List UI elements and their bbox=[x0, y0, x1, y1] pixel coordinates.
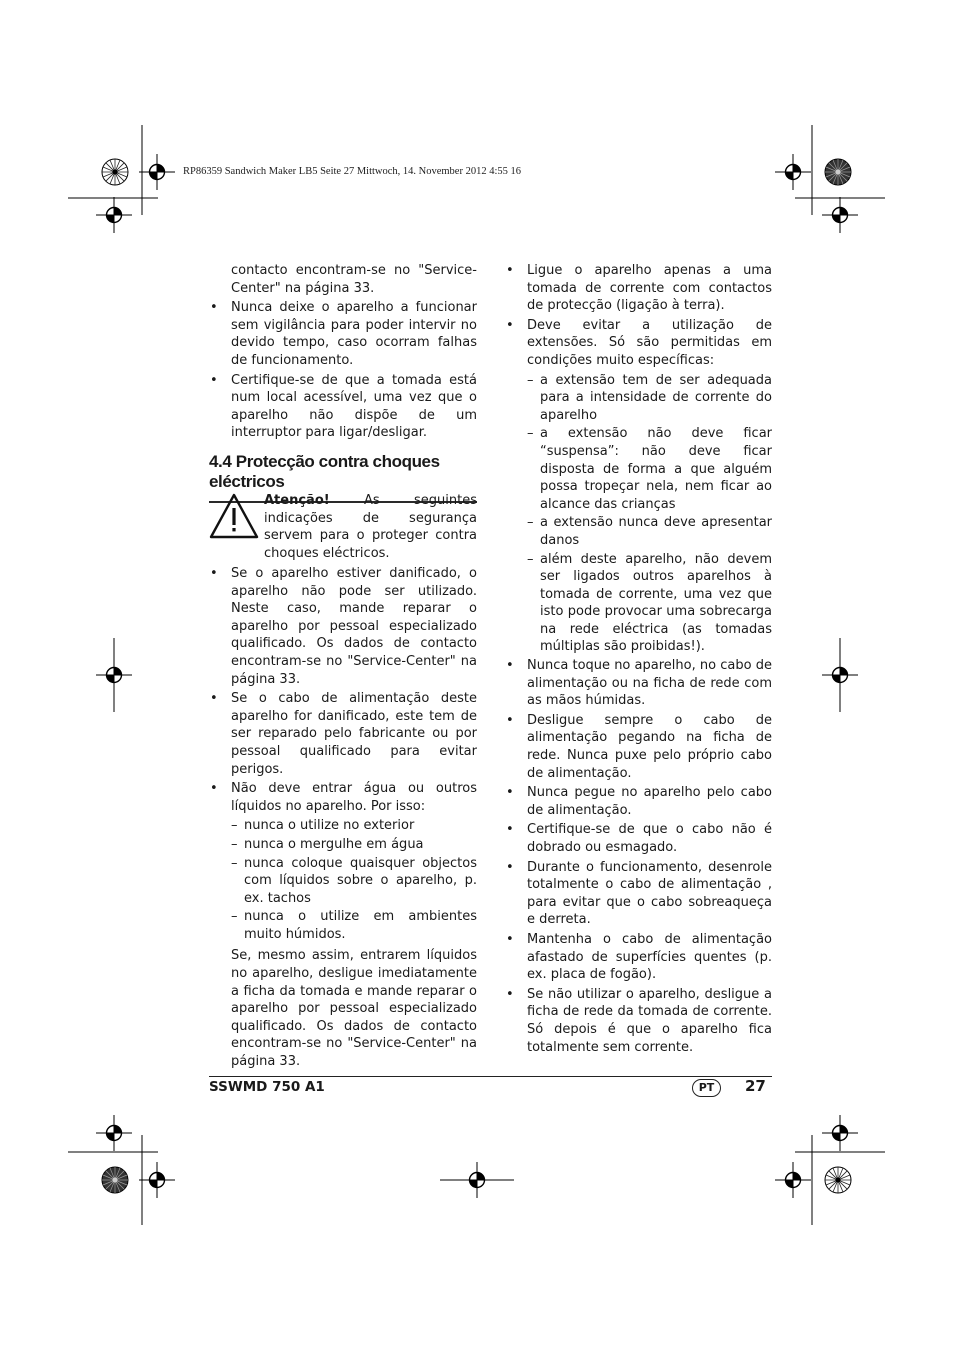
language-badge: PT bbox=[692, 1079, 721, 1097]
closing-paragraph: Se, mesmo assim, entrarem líquidos no aparelho, desligue imediatamente a ficha da tomada e mande reparar o aparelho por pessoal especializado qualificado. Os dados de contacto encontram-se no "Service-Center" na página 33. bbox=[231, 948, 477, 1070]
warning-label: Atenção! bbox=[264, 493, 330, 508]
list-item: • Nunca toque no aparelho, no cabo de alimentação ou na ficha de rede com as mãos húmidas. bbox=[505, 657, 772, 710]
dash-item: – nunca o mergulhe em água bbox=[231, 836, 477, 854]
list-item: • Nunca deixe o aparelho a funcionar sem vigilância para poder intervir no devido tempo, caso ocorram falhas de funcionamento. bbox=[209, 299, 477, 369]
warning-text bbox=[264, 492, 477, 562]
list-item: • Se o aparelho estiver danificado, o aparelho não pode ser utilizado. Neste caso, mande reparar o aparelho por pessoal especializado qualificado. Os dados de contacto encontram-se no "Service-Center" na página 33. bbox=[209, 565, 477, 688]
right-column bbox=[505, 262, 772, 1058]
left-column-bottom bbox=[209, 565, 477, 1071]
dash-item: – a extensão nunca deve apresentar danos bbox=[527, 514, 772, 549]
list-item: • Se o cabo de alimentação deste aparelho for danificado, este tem de ser reparado pelo fabricante ou por pessoal qualificado para evitar perigos. bbox=[209, 690, 477, 778]
intro-continuation: contacto encontram-se no "Service-Center" na página 33. bbox=[231, 263, 477, 296]
warning-body: As seguintes indicações de segurança servem para o proteger contra choques eléctricos. bbox=[264, 493, 477, 561]
list-item: • Deve evitar a utilização de extensões. Só são permitidas em condições muito específicas: bbox=[505, 317, 772, 370]
list-item: • Durante o funcionamento, desenrole totalmente o cabo de alimentação , para evitar que o cabo sobreaqueça e derreta. bbox=[505, 859, 772, 929]
list-item: • Desligue sempre o cabo de alimentação pegando na ficha de rede. Nunca puxe pelo próprio cabo de alimentação. bbox=[505, 712, 772, 782]
dash-item: – nunca o utilize em ambientes muito húmidos. bbox=[231, 908, 477, 943]
dash-item: – além deste aparelho, não devem ser ligados outros aparelhos à tomada de corrente, uma vez que isto pode provocar uma sobrecarga na rede eléctrica (as tomadas múltiplas são proibidas!). bbox=[527, 551, 772, 657]
list-item: • Se não utilizar o aparelho, desligue a ficha de rede da tomada de corrente. Só depois é que o aparelho fica totalmente sem corrente. bbox=[505, 986, 772, 1056]
left-column-top bbox=[209, 262, 477, 444]
footer-model: SSWMD 750 A1 bbox=[209, 1079, 325, 1095]
dash-item: – a extensão tem de ser adequada para a intensidade de corrente do aparelho bbox=[527, 372, 772, 425]
list-item: • Ligue o aparelho apenas a uma tomada de corrente com contactos de protecção (ligação à terra). bbox=[505, 262, 772, 315]
section-title: 4.4 Protecção contra choques eléctricos bbox=[209, 452, 477, 503]
warning-triangle-icon bbox=[209, 492, 259, 542]
dash-list bbox=[505, 372, 772, 657]
print-header: RP86359 Sandwich Maker LB5 Seite 27 Mittwoch, 14. November 2012 4:55 16 bbox=[183, 166, 522, 177]
list-item: • Mantenha o cabo de alimentação afastado de superfícies quentes (p. ex. placa de fogão). bbox=[505, 931, 772, 984]
dash-item: – a extensão não deve ficar “suspensa”: não deve ficar disposta de forma a que alguém possa tropeçar nela, nem ficar ao alcance das crianças bbox=[527, 425, 772, 513]
list-item: • Nunca pegue no aparelho pelo cabo de alimentação. bbox=[505, 784, 772, 819]
list-item: • Não deve entrar água ou outros líquidos no aparelho. Por isso: bbox=[209, 780, 477, 815]
dash-item: – nunca coloque quaisquer objectos com líquidos sobre o aparelho, p. ex. tachos bbox=[231, 855, 477, 908]
list-item: • Certifique-se de que a tomada está num local acessível, uma vez que o aparelho não dispõe de um interruptor para ligar/desligar. bbox=[209, 372, 477, 442]
dash-item: – nunca o utilize no exterior bbox=[231, 817, 477, 835]
page-number: 27 bbox=[745, 1077, 766, 1095]
dash-list bbox=[209, 817, 477, 943]
list-item: • Certifique-se de que o cabo não é dobrado ou esmagado. bbox=[505, 821, 772, 856]
footer-divider bbox=[209, 1076, 772, 1077]
